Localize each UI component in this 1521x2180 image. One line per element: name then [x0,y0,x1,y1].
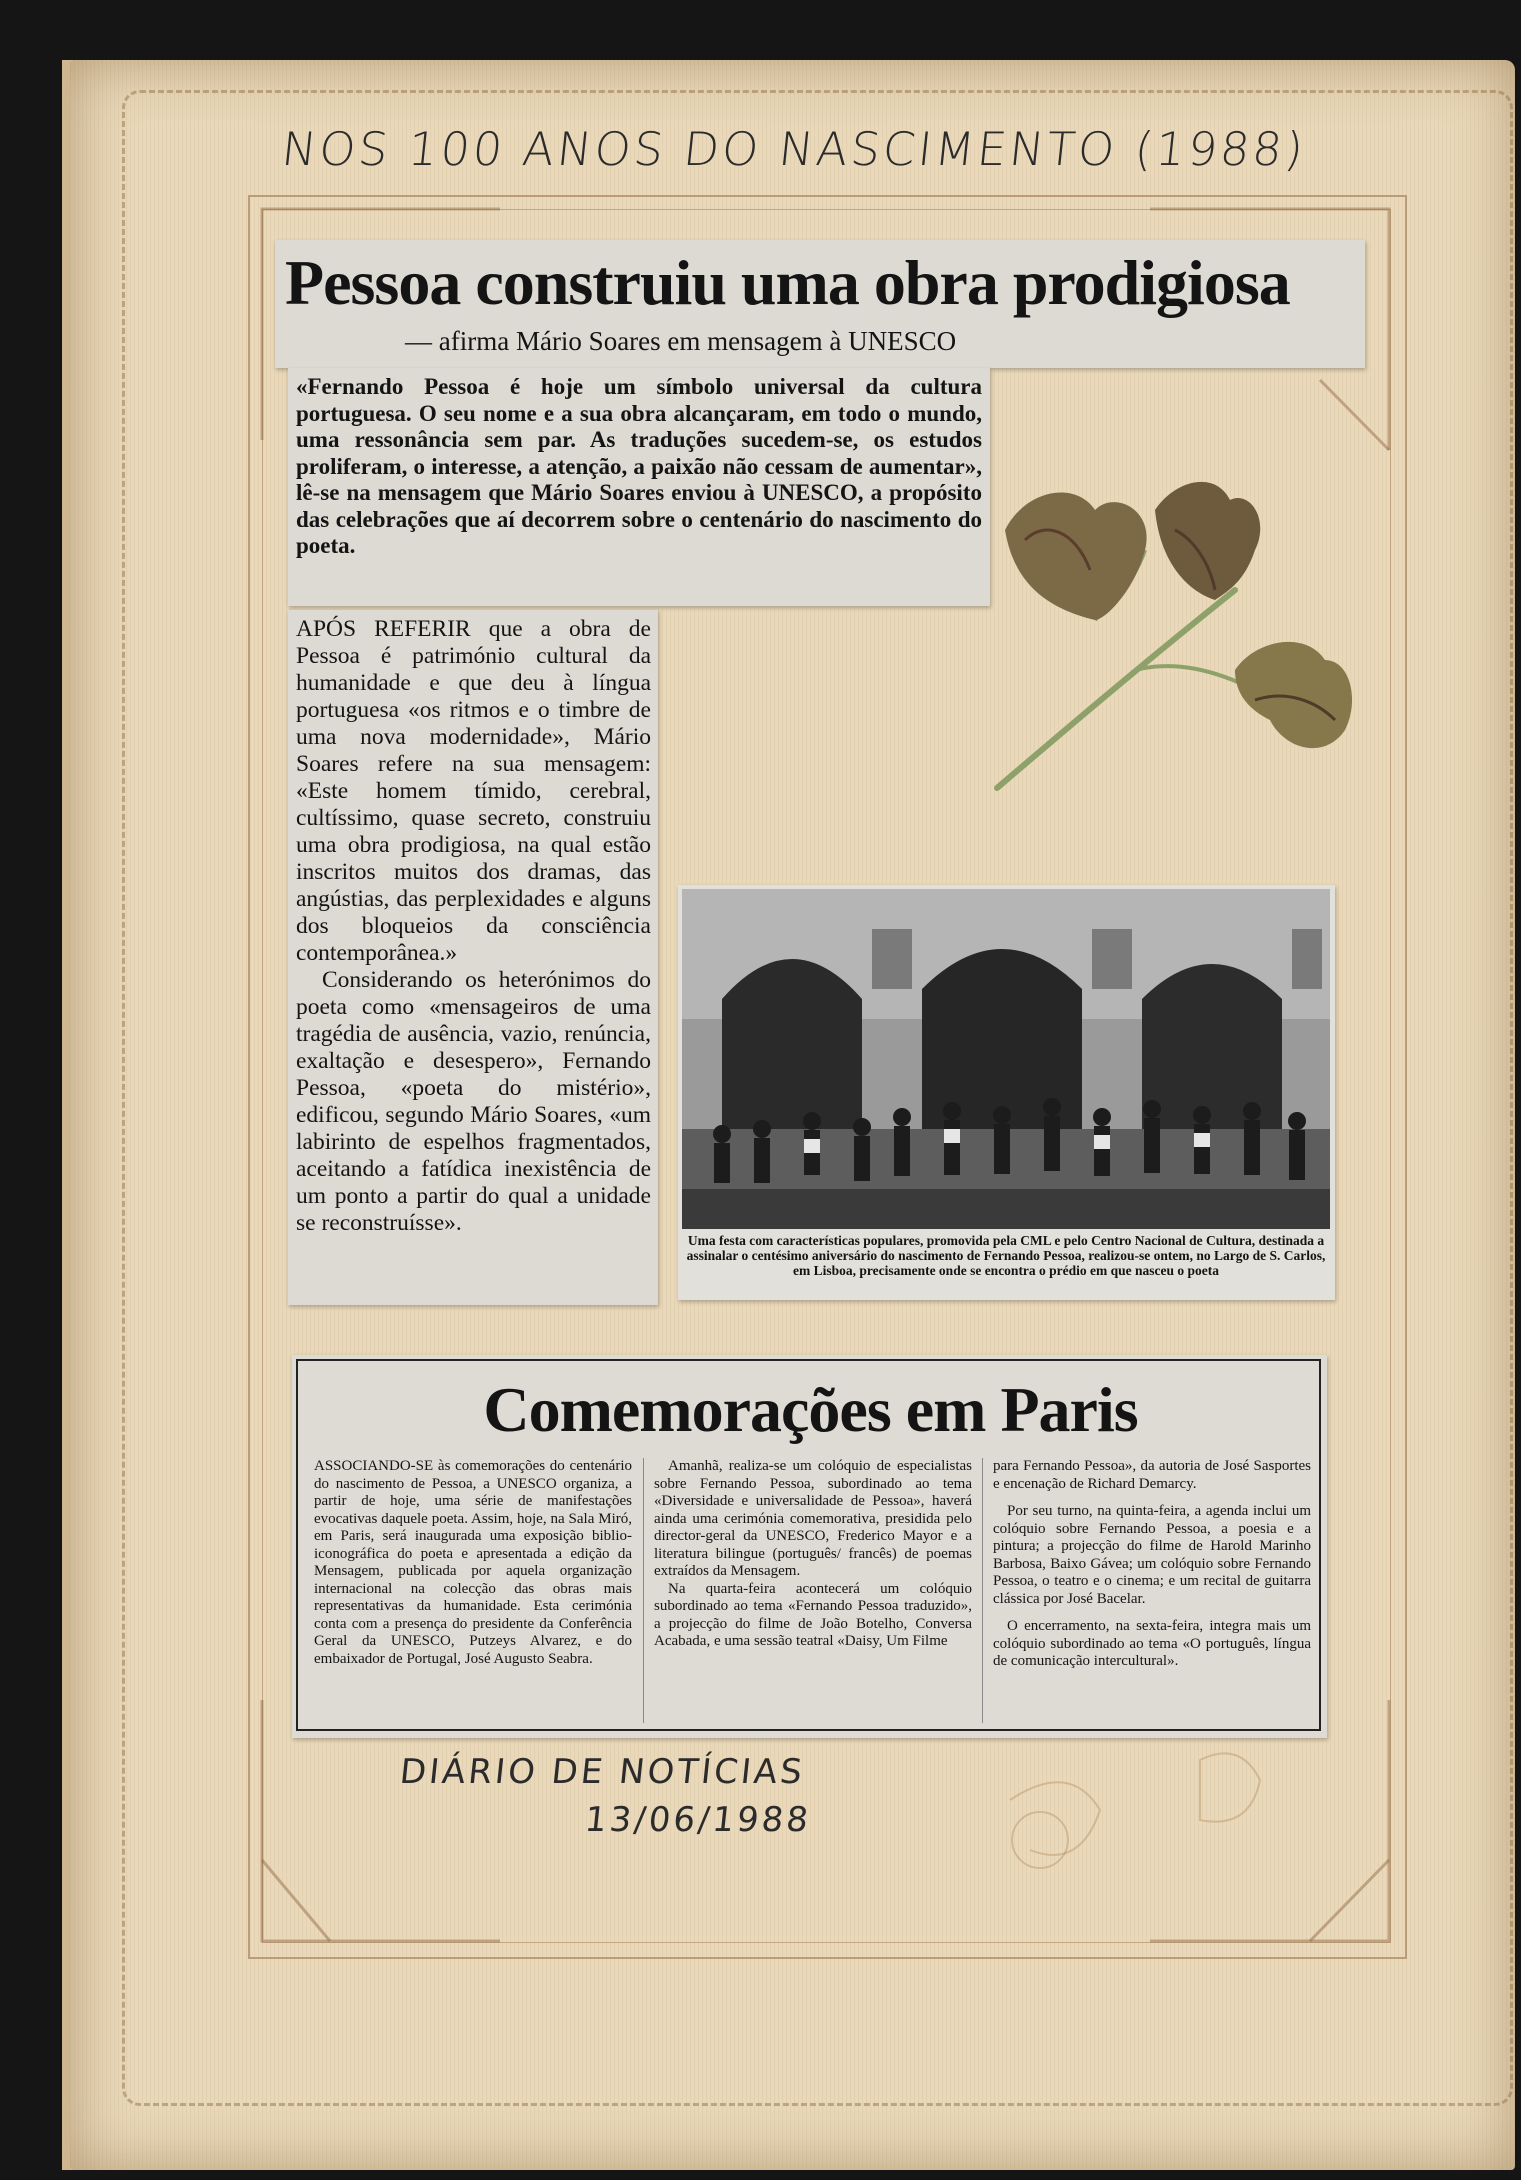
column-rule [982,1458,983,1723]
handwritten-title: NOS 100 ANOS DO NASCIMENTO (1988) [279,122,1309,176]
paris-headline: Comemorações em Paris [483,1374,1138,1445]
article-subheadline: — afirma Mário Soares em mensagem à UNESCO [405,326,957,356]
headline-clipping [275,240,1365,368]
article-headline: Pessoa construiu uma obra prodigiosa [285,247,1290,318]
photo-caption: Uma festa com características populares, promovida pela CML e pelo Centro Nacional de Cultura, destinada a assinalar o centésimo aniversário do nascimento de Fernando Pessoa, realizou-se ontem, no Largo de S. Carlos, em Lisboa, precisamente onde se encontra o prédio em que nasceu o poeta [686,1233,1326,1278]
paris-paragraph: O encerramento, na sexta-feira, integra mais um colóquio subordinado ao tema «O português, língua de comunicação intercultural». [993,1618,1311,1669]
paris-paragraph: Amanhã, realiza-se um colóquio de especialistas sobre Fernando Pessoa, subordinado ao tema «Diversidade e universalidade de Pessoa», haverá ainda uma cerimónia comemorativa, presidida pelo director-geral da UNESCO, Frederico Mayor e a literatura bilingue (português/ francês) de poemas extraídos da Mensagem. [654,1458,972,1579]
festival-photo [682,889,1330,1229]
pressed-flower [985,470,1365,800]
body-clipping [288,610,658,1305]
paris-column-1 [314,1458,632,1668]
lead-clipping [288,368,990,606]
body-paragraph: APÓS REFERIR que a obra de Pessoa é património cultural da humanidade e que deu à língua portuguesa «os ritmos e o timbre de uma nova modernidade», Mário Soares refere na sua mensagem: «Este homem tímido, cerebral, cultíssimo, quase secreto, construiu uma obra prodigiosa, na qual estão inscritos muitos dos dramas, das angústias, das perplexidades e alguns dos bloqueios da consciência contemporânea.» [296,616,651,966]
paris-clipping [292,1355,1327,1738]
paris-paragraph: ASSOCIANDO-SE às comemorações do centenário do nascimento de Pessoa, a UNESCO organiza, a partir de hoje, uma série de manifestações evocativas daquele poeta. Assim, hoje, na Sala Miró, em Paris, será inaugurada uma exposição bibliо-iconográfica do poeta e apresentada a edição da Mensagem, publicada por aquela organização internacional na colecção das obras mais representativas da humanidade. Esta cerimónia conta com a presença do presidente da Conferência Geral da UNESCO, Putzeys Alvarez, e do embaixador de Portugal, José Augusto Seabra. [314,1458,632,1667]
column-rule [643,1458,644,1723]
body-paragraph: Considerando os heterónimos do poeta como «mensageiros de uma tragédia de ausência, vazio, renúncia, exaltação e desespero», Fernando Pessoa, «poeta do mistério», edificou, segundo Mário Soares, «um labirinto de espelhos fragmentados, aceitando a fatídica inexistência de um ponto a partir do qual a unidade se reconstruísse». [296,967,651,1236]
article-body [296,616,651,1237]
paris-paragraph: para Fernando Pessoa», da autoria de José Sasportes e encenação de Richard Demarcy. [993,1458,1311,1492]
article-lead: «Fernando Pessoa é hoje um símbolo universal da cultura portuguesa. O seu nome e a sua obra alcançaram, em todo o mundo, uma ressonância sem par. As traduções sucedem-se, os estudos proliferam, o interesse, a atenção, a paixão não cessam de aumentar», lê-se na mensagem que Mário Soares enviou à UNESCO, a propósito das celebrações que aí decorrem sobre o centenário do nascimento do poeta. [296,374,982,558]
paris-article-box [296,1359,1321,1731]
handwritten-date: 13/06/1988 [582,1800,814,1840]
paris-paragraph: Por seu turno, na quinta-feira, a agenda inclui um colóquio sobre Fernando Pessoa, a poesia e a pintura; a projecção do filme de Harold Marinho Barbosa, Baixo Gávea; um colóquio sobre Fernando Pessoa, o teatro e o cinema; e um recital de guitarra clássica por José Bacelar. [993,1503,1311,1607]
photo-clipping [678,885,1335,1300]
handwritten-source: DIÁRIO DE NOTÍCIAS [397,1752,807,1792]
paris-column-3 [993,1458,1311,1671]
paris-paragraph: Na quarta-feira acontecerá um colóquio subordinado ao tema «Fernando Pessoa traduzido», a projecção do filme de João Botelho, Conversa Acabada, e uma sessão teatral «Daisy, Um Filme [654,1580,972,1649]
paris-column-2 [654,1458,972,1651]
